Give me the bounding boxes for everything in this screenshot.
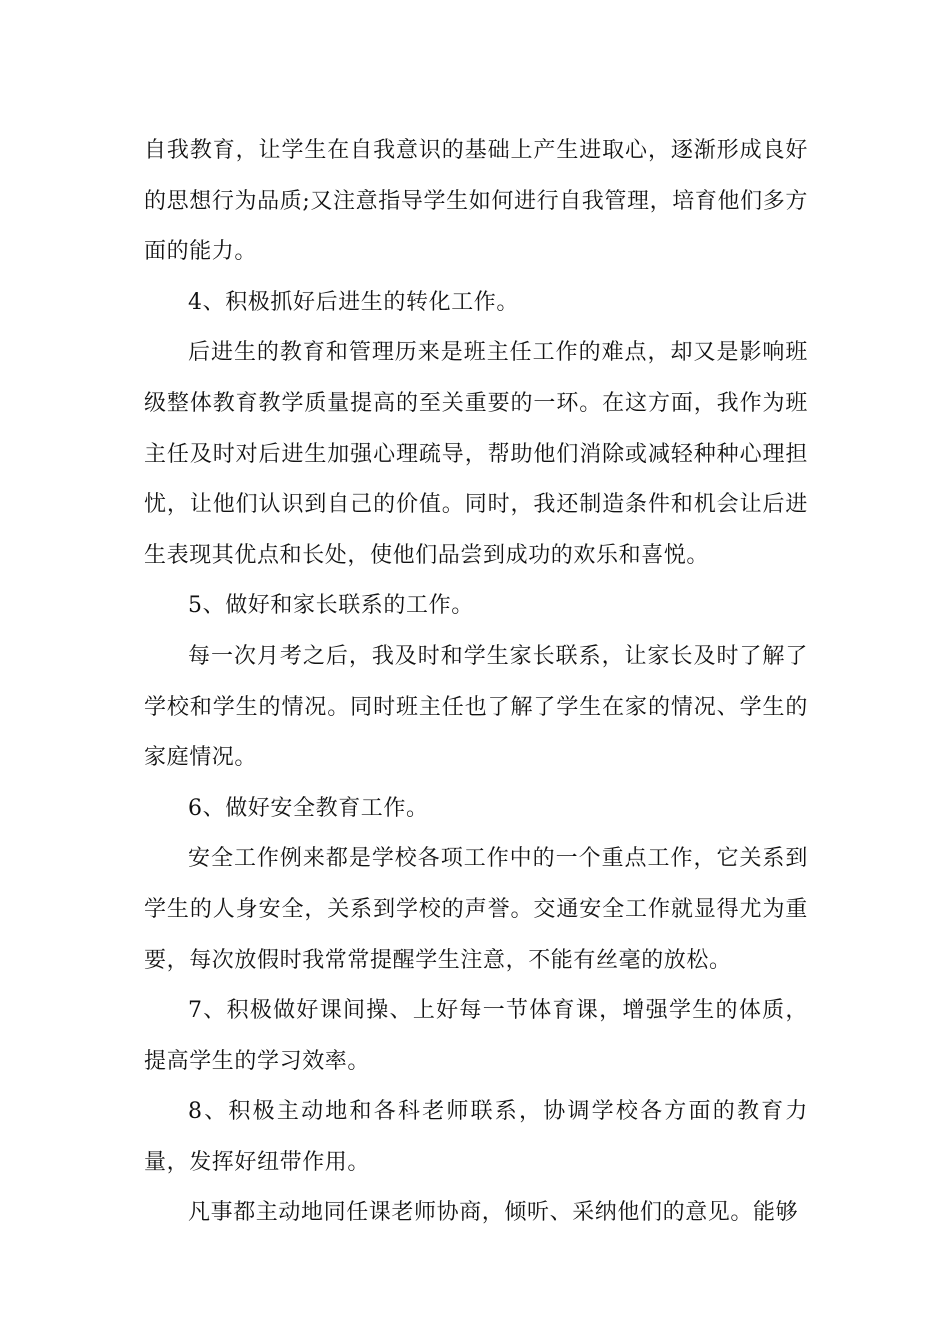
paragraph-parents: 每一次月考之后，我及时和学生家长联系，让家长及时了解了学校和学生的情况。同时班主任也了解了学生在家的情况、学生的家庭情况。	[144, 643, 808, 771]
heading-item-4: 4、积极抓好后进生的转化工作。	[188, 289, 519, 315]
heading-item-8: 8、积极主动地和各科老师联系，协调学校各方面的教育力量，发挥好纽带作用。	[144, 1099, 808, 1175]
paragraph-safety: 安全工作例来都是学校各项工作中的一个重点工作，它关系到学生的人身安全，关系到学校的声誉。交通安全工作就显得尤为重要，每次放假时我常常提醒学生注意，不能有丝毫的放松。	[144, 846, 808, 973]
heading-item-6: 6、做好安全教育工作。	[188, 795, 429, 821]
heading-item-7: 7、积极做好课间操、上好每一节体育课，增强学生的体质，提高学生的学习效率。	[144, 998, 808, 1074]
paragraph-continuation: 自我教育，让学生在自我意识的基础上产生进取心，逐渐形成良好的思想行为品质;又注意指导学生如何进行自我管理，培育他们多方面的能力。	[144, 138, 808, 265]
document-body	[144, 126, 808, 1239]
paragraph-underachievers: 后进生的教育和管理历来是班主任工作的难点，却又是影响班级整体教育教学质量提高的至关重要的一环。在这方面，我作为班主任及时对后进生加强心理疏导，帮助他们消除或减轻种种心理担忧，让他们认识到自己的价值。同时，我还制造条件和机会让后进生表现其优点和长处，使他们品尝到成功的欢乐和喜悦。	[144, 340, 808, 568]
heading-item-5: 5、做好和家长联系的工作。	[188, 593, 474, 619]
paragraph-teachers: 凡事都主动地同任课老师协商，倾听、采纳他们的意见。能够	[188, 1200, 799, 1226]
